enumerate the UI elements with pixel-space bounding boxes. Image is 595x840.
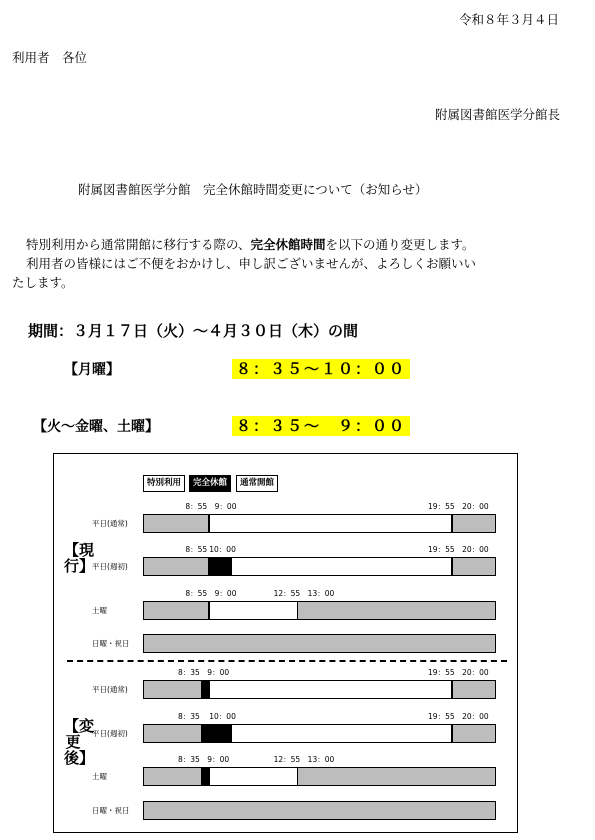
section-divider — [67, 660, 507, 662]
tick-label: 19：55 20：00 — [428, 502, 489, 511]
monday-label: 【月曜】 — [64, 362, 120, 378]
row-label: 平日(通常) — [92, 685, 128, 694]
timeline-bar — [143, 801, 496, 820]
body-line1-bold: 完全休館時間 — [250, 237, 326, 252]
tick-label: 8：35 — [177, 712, 200, 721]
special-segment — [453, 725, 496, 742]
body-line1-pre: 特別利用から通常開館に移行する際の、 — [26, 237, 251, 252]
tick-label: 8：55 — [185, 545, 208, 554]
body-text — [12, 235, 567, 292]
timeline-bar — [143, 767, 496, 786]
tick-label: 10：00 — [209, 712, 236, 721]
row-label: 日曜・祝日 — [92, 806, 130, 815]
normal-segment — [232, 725, 451, 742]
special-segment — [144, 515, 208, 532]
row-label: 平日(週初) — [92, 729, 128, 738]
closed-segment — [201, 725, 232, 742]
timeline-bar — [143, 634, 496, 653]
normal-segment — [210, 681, 451, 698]
legend-normal: 通常開館 — [236, 475, 278, 492]
timeline-bar — [143, 557, 496, 576]
issue-date: 令和８年３月４日 — [458, 12, 559, 27]
row-label: 平日(週初) — [92, 562, 128, 571]
current-label: 【現行】 — [64, 541, 95, 575]
special-segment — [453, 681, 496, 698]
special-segment — [144, 768, 201, 785]
timeline-bar — [143, 724, 496, 743]
schedule-diagram — [53, 453, 518, 833]
notice-title: 附属図書館医学分館 完全休館時間変更について（お知らせ） — [78, 182, 428, 197]
tick-label: 8：55 9：00 — [185, 589, 237, 598]
row-label: 土曜 — [92, 606, 107, 615]
tick-label: 19：55 20：00 — [428, 545, 489, 554]
normal-segment — [232, 558, 451, 575]
special-segment — [144, 602, 208, 619]
legend-special: 特別利用 — [143, 475, 185, 492]
tick-label: 12：55 13：00 — [273, 755, 335, 764]
legend-closed: 完全休館 — [189, 475, 231, 492]
special-segment — [144, 558, 208, 575]
tick-label: 10：00 — [209, 545, 236, 554]
body-line2: 利用者の皆様にはご不便をおかけし、申し訳ございませんが、よろしくお願いい — [26, 256, 477, 271]
special-segment — [144, 681, 201, 698]
sender: 附属図書館医学分館長 — [434, 107, 560, 122]
recipient: 利用者 各位 — [12, 50, 88, 65]
normal-segment — [210, 515, 451, 532]
normal-segment — [210, 768, 296, 785]
body-line1-post: を以下の通り変更します。 — [325, 237, 475, 252]
special-segment — [298, 768, 496, 785]
row-label: 土曜 — [92, 772, 107, 781]
tick-label: 19：55 20：00 — [428, 668, 489, 677]
tick-label: 8：35 9：00 — [177, 755, 230, 764]
timeline-bar — [143, 514, 496, 533]
closed-segment — [201, 681, 210, 698]
after-label: 【変更後】 — [64, 717, 95, 767]
closed-segment — [208, 558, 232, 575]
timeline-bar — [143, 680, 496, 699]
tick-label: 8：55 9：00 — [185, 502, 237, 511]
special-segment — [298, 602, 496, 619]
special-segment — [453, 558, 496, 575]
timeline-bar — [143, 601, 496, 620]
weekday-hours: ８：３５～ ９：００ — [232, 415, 410, 436]
body-line3: たします。 — [12, 275, 74, 290]
special-segment — [453, 515, 496, 532]
normal-segment — [210, 602, 296, 619]
monday-hours: ８：３５～１０：００ — [232, 358, 410, 379]
special-segment — [144, 725, 201, 742]
tick-label: 12：55 13：00 — [273, 589, 335, 598]
row-label: 平日(通常) — [92, 519, 128, 528]
closed-segment — [201, 768, 210, 785]
weekday-label: 【火～金曜、土曜】 — [33, 419, 159, 435]
period: 期間：３月１７日（火）～４月３０日（木）の間 — [28, 322, 359, 340]
row-label: 日曜・祝日 — [92, 639, 130, 648]
tick-label: 8：35 9：00 — [177, 668, 230, 677]
tick-label: 19：55 20：00 — [428, 712, 489, 721]
